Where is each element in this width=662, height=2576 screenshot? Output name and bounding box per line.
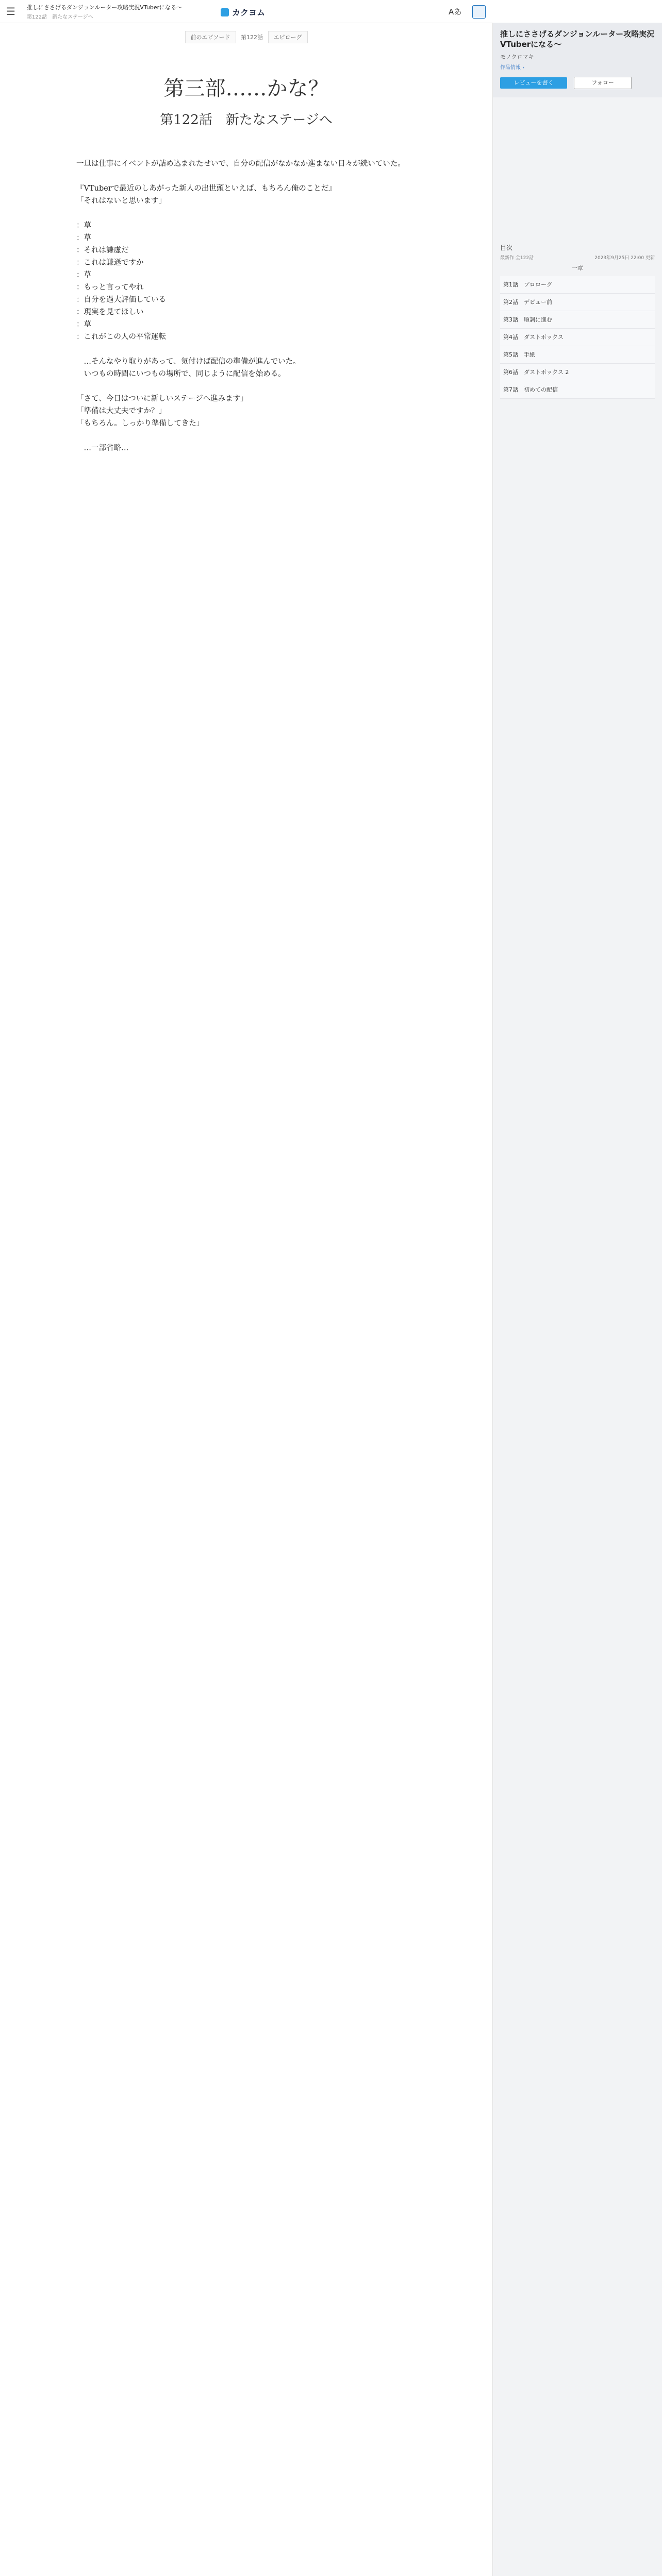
body-line [76,170,417,182]
work-info [493,23,662,97]
toc-chapter-link[interactable]: 第1話 プロローグ [500,276,655,294]
toc-updated: 2023年9月25日 22:00 更新 [594,256,655,261]
body-line: ：草 [76,222,91,230]
body-line [76,343,417,355]
body-line: ：草 [76,320,91,329]
author-name[interactable]: モノクロマキ [500,54,534,60]
logo-icon [221,8,229,16]
table-of-contents [500,243,655,399]
next-episode-button[interactable]: エピローグ [268,31,308,43]
body-line: 「さて、今日はついに新しいステージへ進みます」 [76,395,248,403]
toc-chapter-link[interactable]: 第5話 手紙 [500,346,655,364]
toc-list [500,261,655,399]
doc-title: 推しにささげるダンジョンルーター攻略実況VTuberになる〜 [27,4,183,11]
action-buttons [500,77,655,89]
toc-section-header: 一章 [572,265,583,272]
toc-chapter-link[interactable]: 第3話 順調に進む [500,311,655,329]
toc-meta [500,254,655,261]
doc-info [27,3,212,20]
body-line [76,380,417,393]
part-title: 第三部……かな？ [163,77,329,100]
breadcrumb [0,31,492,43]
font-settings-icon[interactable]: Aあ [449,7,462,16]
sidebar [492,23,662,2576]
work-title[interactable]: 推しにささげるダンジョンルーター攻略実況VTuberになる〜 [500,29,655,49]
body-line: 「準備は大丈夫ですか？」 [76,407,166,415]
doc-subtitle: 第122話 新たなステージへ [27,14,93,20]
toc-header: 目次 [500,244,513,251]
body-line: ：それは謙虚だ [76,246,129,255]
site-logo[interactable] [221,6,265,18]
body-line: 「それはないと思います」 [76,197,166,205]
body-line: …そんなやり取りがあって、気付けば配信の準備が進んでいた。 [76,358,301,366]
main-content [0,23,492,2576]
body-line: 一旦は仕事にイベントが詰め込まれたせいで、自分の配信がなかなか進まない日々が続いていた。 [76,160,405,168]
toc-count: 最新作 全122話 [500,256,534,261]
top-bar [0,0,662,23]
body-line: ：草 [76,234,91,242]
prev-episode-button[interactable]: 前のエピソード [185,31,236,43]
panel-toggle-icon[interactable] [472,5,486,19]
menu-icon[interactable]: ☰ [6,5,15,18]
work-stats-link[interactable]: 作品情報 › [500,65,525,71]
review-button[interactable]: レビューを書く [500,77,567,89]
body-line: ：草 [76,271,91,279]
body-line: いつもの時間にいつもの場所で、同じように配信を始める。 [76,370,286,378]
toc-chapter-link[interactable]: 第6話 ダストボックス 2 [500,364,655,381]
episode-body [76,158,417,454]
toc-chapter-link[interactable]: 第4話 ダストボックス [500,329,655,346]
current-episode: 第122話 [241,34,263,41]
follow-button[interactable]: フォロー [574,77,632,89]
toc-chapter-link[interactable]: 第7話 初めての配信 [500,381,655,399]
body-line: …一部省略… [76,444,129,452]
body-line: 『VTuberで最近のしあがった新人の出世頭といえば、もちろん俺のことだ』 [76,184,336,193]
body-line: ：これがこの人の平常運転 [76,333,166,341]
toc-chapter-link[interactable]: 第2話 デビュー前 [500,294,655,311]
body-line [76,207,417,219]
logo-text: カクヨム [232,8,266,18]
body-line: ：もっと言ってやれ [76,283,144,292]
body-line: ：自分を過大評価している [76,296,166,304]
episode-title: 第122話 新たなステージへ [160,112,333,128]
body-line [76,430,417,442]
body-line: 「もちろん。しっかり準備してきた」 [76,419,204,428]
body-line: ：現実を見てほしい [76,308,144,316]
body-line: ：これは謙遜ですか [76,259,144,267]
